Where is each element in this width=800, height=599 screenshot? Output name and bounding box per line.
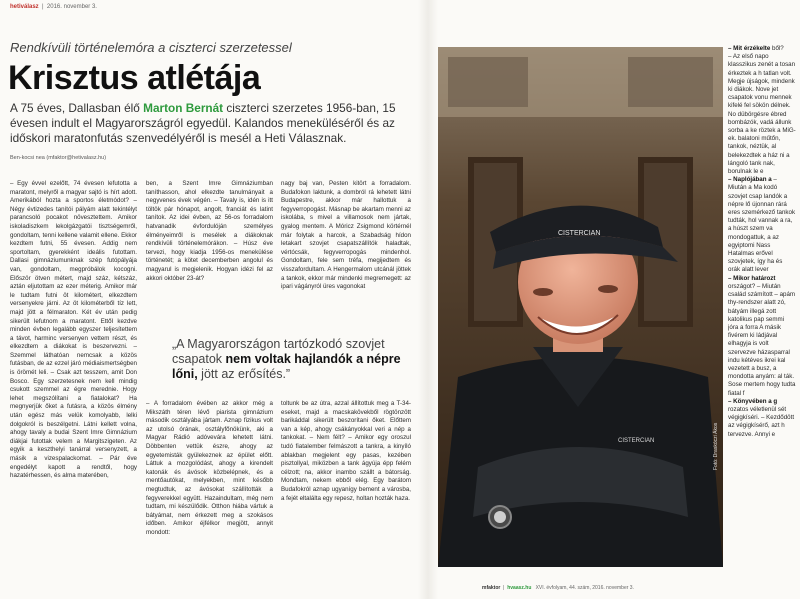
right-text: – Miután a Ma kodó szovjet csap landók a népre lő újonnan rárá eres szemérkező tankok tudták, hol vannak a ra, a húszt szem va mondogattuk, a az egyiptomi Nass Hatalmas erővel szovjetek, így ha és orák alatt lever [728, 176, 796, 274]
right-question [728, 45, 796, 53]
article-lead [10, 101, 415, 146]
right-question [728, 398, 796, 439]
pull-quote-end: jött az erősítés.” [197, 367, 291, 381]
right-q-text: – Mit érzékelte [728, 45, 771, 52]
right-paragraph [728, 53, 796, 176]
photo-credit: Fotó: Draskóczi Ákos [713, 422, 719, 470]
header-date: 2016. november 3. [46, 4, 97, 10]
footer-info: XVI. évfolyam, 44. szám, 2016. november 3. [535, 585, 634, 591]
body-text-3: nagy baj van, Pesten kitört a forradalom. Budafokon laktunk, a dombról rá lehetett látni Budapestre, akkor már hallottuk a fegyverropogást. Másnap be akartam menni az iskolába, s mivel a villamosok nem jártak, gyalog mentem. A Móricz Zsigmond körtérnél már folytak a harcok, a Szabadság hídon letakart szovjet csapatszállítók haladtak, vértócsák, fegyverropogás mindenhol. Gondoltam, fele sem tréfa, megijedtem és visszafordultam. A Hengermalom utcánál jöttek a tankok, ekkor már mindenki megremegett: az ipari vágányról üres vagonokat [281, 180, 411, 291]
body-text-3-lower: toltunk be az útra, azzal állítottuk meg a T-34-eseket, majd a macskakövekből rögtönzött barikáddal sikerült beszorítani őket. Előttem van a kép, ahogy csákányokkal veri a nép a tankokat. – Nem félt? – Amikor egy oroszul tudó fiatalember felmászott a tankra, a kinyíló ablakban megjelent egy pasas, kezében pisztollyal, miközben a tank ágyúja épp felém célzott; na, akkor inambo szállt a bátorság. Mondtam, nekem ebből elég. Egy barátom Budafokról aznap ugyanígy bement a városba, a fejét eltalálta egy repesz, holtan hozták haza. [281, 400, 411, 502]
body-text-2-lower: – A forradalom évében az akkor még a Mikszáth téren lévő piarista gimnázium második osztályába jártam. Aznap fizikus volt az utolsó órának, osztályfőnökünk, aki a Magyar Rádió adóvevára lehetett látni. Döbbenten vettük észre, ahogy az egyetemisták gyülekeznek az épület előtt. Láttuk a mozgolódást, ahogy a kirendelt katonák és ávósok közbelépnek, és a mentőautókat, melyekben, mint később megtudtuk, az ávósokat szállították a fegyverekkel együtt. Hazaindultam, még nem tudtam, mi készülődik. Otthon hiába vártuk a bátyámat, nem érkezett meg a szokásos időben. Amikor éjfélkor megjött, annyit mondott: [146, 400, 273, 536]
lead-text-start: A 75 éves, Dallasban élő [10, 101, 144, 115]
lead-text-end: ciszterci szerzetes 1956-ban, 15 évesen indult el Magyarországról egyedül. Kalandos meneküléséről és az időskori maratonfutás szenvedélyéről is mesél a Heti Válasznak. [10, 101, 396, 145]
body-text-1: – Egy évvel ezelőtt, 74 évesen lefutotta a maratont, melyről a magyar sajtó is hírt adott. Amerikából hozta a sportos életmódot? – Négy évtizedes tanítói pályám alatt tekintélyt parancsoló pocakot növesztettem. Amikor iskoladiszkem lekolgázgatói tisztségemről, gondoltam, tenni kellene valamit ellene. Ekkor kezdtem futni, 55 évesen. Addig nem sportoltam, gyerekként ideális futottam. Dallasi gimnáziumunknak szép futópályája van, gondoltam, megpróbálok kocogni. Először ötven métert, majd száz, kétszáz, aztán eljutottam az ezer méterig. Amikor már le tudtam futni öt kilométert, elkezdtem versenyekre járni. Az öt kilométerből tíz lett, majd jött a félmaraton. Két év után pedig sikerült lefutnom a maratont. Ettől kezdve minden évben legalább egyszer teljesítettem a távot, harminc versenyen vettem részt, és elkezdtem a diákokat is beszervezni. – Szemmel láthatóan nemcsak a közös futásban, de az ezzel járó médiaismertségben is örömét leli. – Csak azt tesszem, amit Don Bosco. Egy szerzetesnek nem kell mindig csukott szemmel az égre merednie. Hogy lehet megszólítani a fiatalokat? Ha megnyerjük őket a futásra, a közös élmény után egész más velük komolyabb, lelki dolgokról is beszélgetni. Látni kellett volna, ahogy tavaly a budai Szent Imre Gimnázium diákjai futottak velem a Margitszigeten. Az egyik a keszthelyi tanárral versenyzett, a másik a vizespalackomat. – Pár éve engedélyt kapott a rendtől, hogy hazatérhessen, és alma materében, [10, 180, 137, 480]
page-header: hetiválasz | 2016. november 3. [10, 4, 97, 10]
right-question [728, 176, 796, 274]
article-title: Krisztus atlétája [8, 59, 261, 97]
right-text: rozatos véletlenül sét végigkíséri. – Kezdődött az végigkísérő, azt h tervezve. Annyi e [728, 405, 795, 438]
pull-quote-bold: nem voltak hajlandók a népre lőni, [172, 352, 401, 381]
footer-brand: mfaktor [482, 585, 501, 591]
cap-text: CISTERCIAN [558, 230, 601, 237]
body-column-1 [10, 180, 137, 588]
header-brand: hetiválasz [10, 4, 39, 10]
body-text-2: ben, a Szent Imre Gimnáziumban taníthasson, ahol elkezdte tanulmányait a negyvenes évek végén. – Tavaly is, idén is itt töltök pár hónapot, angolt, franciát és latint tanítok. Az idei évben, az 56-os forradalom hatvanadik évfordulóján személyes élményeimről is mesélek a diákoknak rendkívüli történelemórákon. – Húsz éve tervezi, hogy kiadja 1956-os menekülése történetét; a kötet decemberben angolul és magyarul is megjelenik. Hogyan idézi fel az akkori október 23-át? [146, 180, 273, 282]
right-q-text: – Mikor határozt [728, 274, 776, 282]
body-column-3-lower [281, 400, 411, 590]
page-footer: mfaktor | hvaasz.hu XVI. évfolyam, 44. szám, 2016. november 3. [482, 585, 634, 591]
right-q-text: – Naplójában a [728, 176, 772, 184]
shirt-text: CISTERCIAN [618, 438, 655, 444]
right-text: országot? – Miután család számított – apám thy-rendszer alatt zó, bátyám illegá zott katolikus pap semmi jóra a forra A másik fivérem ki ládjával elhagyja is volt szervezve házasparral indu kétéves ikrei kal vezetett a busz, a mondotta anyám: al ták. Sose mertem hogy tudta fiatal f [728, 282, 796, 397]
portrait-illustration [438, 47, 723, 567]
lead-name: Marton Bernát [143, 101, 224, 115]
article-kicker: Rendkívüli történelemóra a ciszterci szerzetessel [10, 40, 292, 55]
pull-quote [172, 337, 412, 382]
byline: Ben-kocsi nea (mfaktor@hetivalasz.hu) [10, 155, 107, 161]
page-gutter [418, 0, 438, 599]
right-column [728, 45, 796, 590]
footer-site: hvaasz.hu [507, 585, 532, 591]
right-question [728, 275, 796, 398]
pull-quote-start: „A Magyarországon tartózkodó szovjet csapatok [172, 337, 385, 366]
body-column-2-lower [146, 400, 273, 590]
right-text: – Az első napo klasszikus zenét a tosan érkeztek a h tatlan volt. Megje újságok, mindenk ki diákok. Nove jet csapatok vonu mennek kifelé fel sökön délnek. No dübörgésre ébred bombázók, vadá állunk sorba a ke röztek a MiG-ek. balatoni műtőn, tankok, néztük, al belekezdtek a ház ni a lángoló tank nak, borulnak le e [728, 53, 796, 176]
right-text: ből? [772, 45, 784, 52]
right-q-text: – Könyvében a g [728, 397, 778, 405]
portrait-photo [438, 47, 723, 567]
